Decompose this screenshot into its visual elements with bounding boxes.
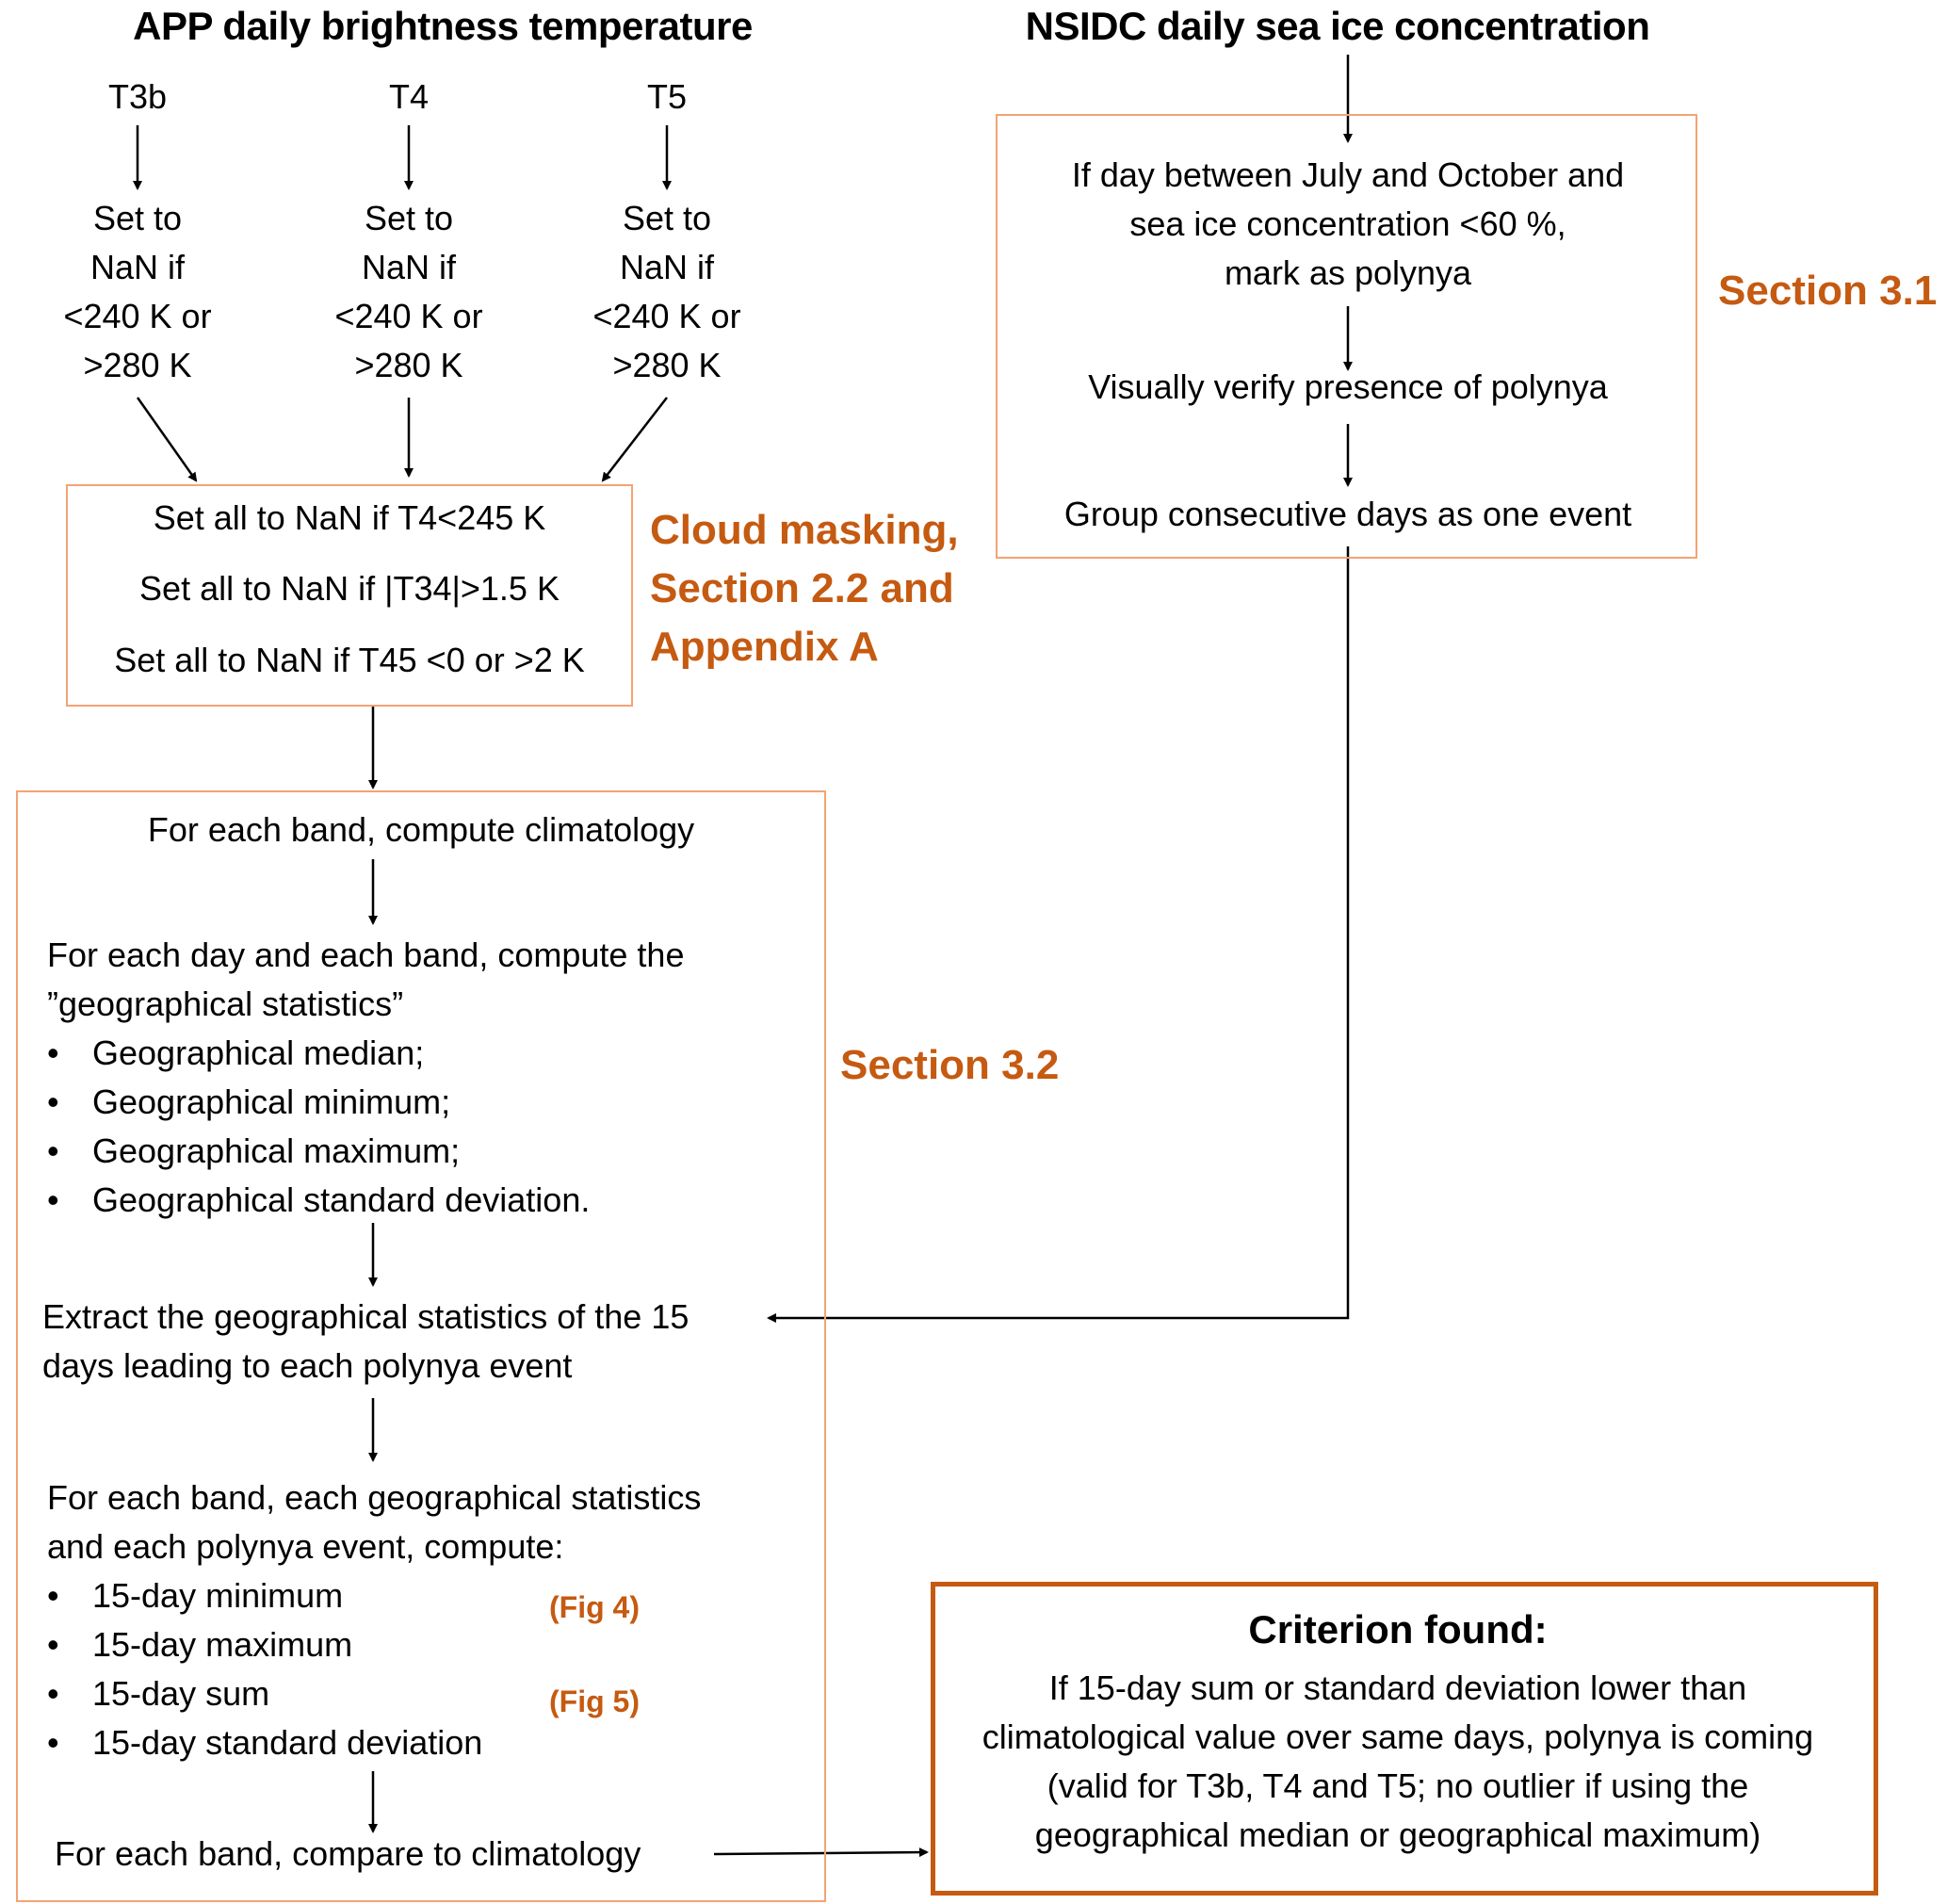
step-text-line: mark as polynya xyxy=(1224,253,1472,292)
step-text-line: and each polynya event, compute: xyxy=(47,1527,564,1566)
step-compute-climatology: For each band, compute climatology xyxy=(147,810,695,849)
geo-stats-list xyxy=(47,1029,684,1225)
rule-line: Set to xyxy=(92,199,183,237)
rule-line: NaN if xyxy=(619,248,715,286)
fig4-reference: (Fig 4) xyxy=(549,1590,640,1624)
criterion-text xyxy=(982,1664,1813,1860)
list-item: • 15-day standard deviation xyxy=(47,1718,701,1767)
band-t4-label: T4 xyxy=(388,77,430,116)
nsidc-sea-ice-title: NSIDC daily sea ice concentration xyxy=(1025,4,1650,48)
rule-line: >280 K xyxy=(83,346,192,384)
criterion-line: geographical median or geographical maximum) xyxy=(1034,1815,1761,1854)
step-geographical-statistics xyxy=(47,931,684,1225)
list-item: • 15-day maximum xyxy=(47,1620,701,1669)
list-item: • Geographical maximum; xyxy=(47,1127,684,1176)
list-item: • 15-day minimum xyxy=(47,1571,701,1620)
label-line: Cloud masking, xyxy=(650,507,959,553)
cloud-mask-rule-3: Set all to NaN if T45 <0 or >2 K xyxy=(114,641,585,679)
list-item: • Geographical minimum; xyxy=(47,1078,684,1127)
criterion-line: climatological value over same days, polynya is coming xyxy=(982,1717,1814,1756)
step-text-line: ”geographical statistics” xyxy=(47,985,404,1023)
cloud-masking-section-label xyxy=(650,501,959,676)
step-extract-15-days xyxy=(42,1293,689,1391)
list-item: • 15-day sum xyxy=(47,1669,701,1718)
step-group-events: Group consecutive days as one event xyxy=(1063,495,1632,533)
list-item: • Geographical median; xyxy=(47,1029,684,1078)
section-3-2-label: Section 3.2 xyxy=(840,1042,1060,1088)
rule-line: >280 K xyxy=(612,346,722,384)
fig5-reference: (Fig 5) xyxy=(549,1684,640,1718)
label-line: Section 2.2 and xyxy=(650,565,954,611)
step-text-line: For each band, each geographical statistics xyxy=(47,1478,702,1517)
arrow-t5-to-cloudmask xyxy=(603,398,667,480)
band-t3b-rule xyxy=(63,194,211,390)
arrow-t3b-to-cloudmask xyxy=(138,398,196,480)
band-t4-rule xyxy=(334,194,482,390)
rule-line: <240 K or xyxy=(63,297,212,335)
rule-line: <240 K or xyxy=(592,297,741,335)
band-t5-label: T5 xyxy=(646,77,688,116)
list-item: • Geographical standard deviation. xyxy=(47,1176,684,1225)
rule-line: Set to xyxy=(622,199,712,237)
band-t3b-label: T3b xyxy=(107,77,168,116)
cloud-mask-rule-1: Set all to NaN if T4<245 K xyxy=(153,498,546,537)
criterion-line: If 15-day sum or standard deviation lower than xyxy=(1048,1668,1747,1707)
step-text-line: days leading to each polynya event xyxy=(42,1346,573,1385)
cloud-mask-rule-2: Set all to NaN if |T34|>1.5 K xyxy=(139,569,560,608)
step-text-line: sea ice concentration <60 %, xyxy=(1129,204,1566,243)
rule-line: NaN if xyxy=(361,248,457,286)
criterion-line: (valid for T3b, T4 and T5; no outlier if using the xyxy=(1047,1766,1749,1805)
rule-line: <240 K or xyxy=(334,297,483,335)
step-text-line: If day between July and October and xyxy=(1071,155,1625,194)
label-line: Appendix A xyxy=(650,624,879,670)
step-compare-climatology: For each band, compare to climatology xyxy=(55,1834,641,1873)
rule-line: Set to xyxy=(364,199,454,237)
app-brightness-title: APP daily brightness temperature xyxy=(133,4,753,48)
rule-line: >280 K xyxy=(354,346,463,384)
step-mark-polynya xyxy=(1072,151,1624,298)
step-verify-polynya: Visually verify presence of polynya xyxy=(1088,367,1608,406)
rule-line: NaN if xyxy=(89,248,186,286)
section-3-1-label: Section 3.1 xyxy=(1718,268,1938,314)
step-text-line: Extract the geographical statistics of the 15 xyxy=(42,1297,690,1336)
step-text-line: For each day and each band, compute the xyxy=(47,936,685,974)
criterion-title: Criterion found: xyxy=(1248,1607,1548,1652)
band-t5-rule xyxy=(592,194,740,390)
